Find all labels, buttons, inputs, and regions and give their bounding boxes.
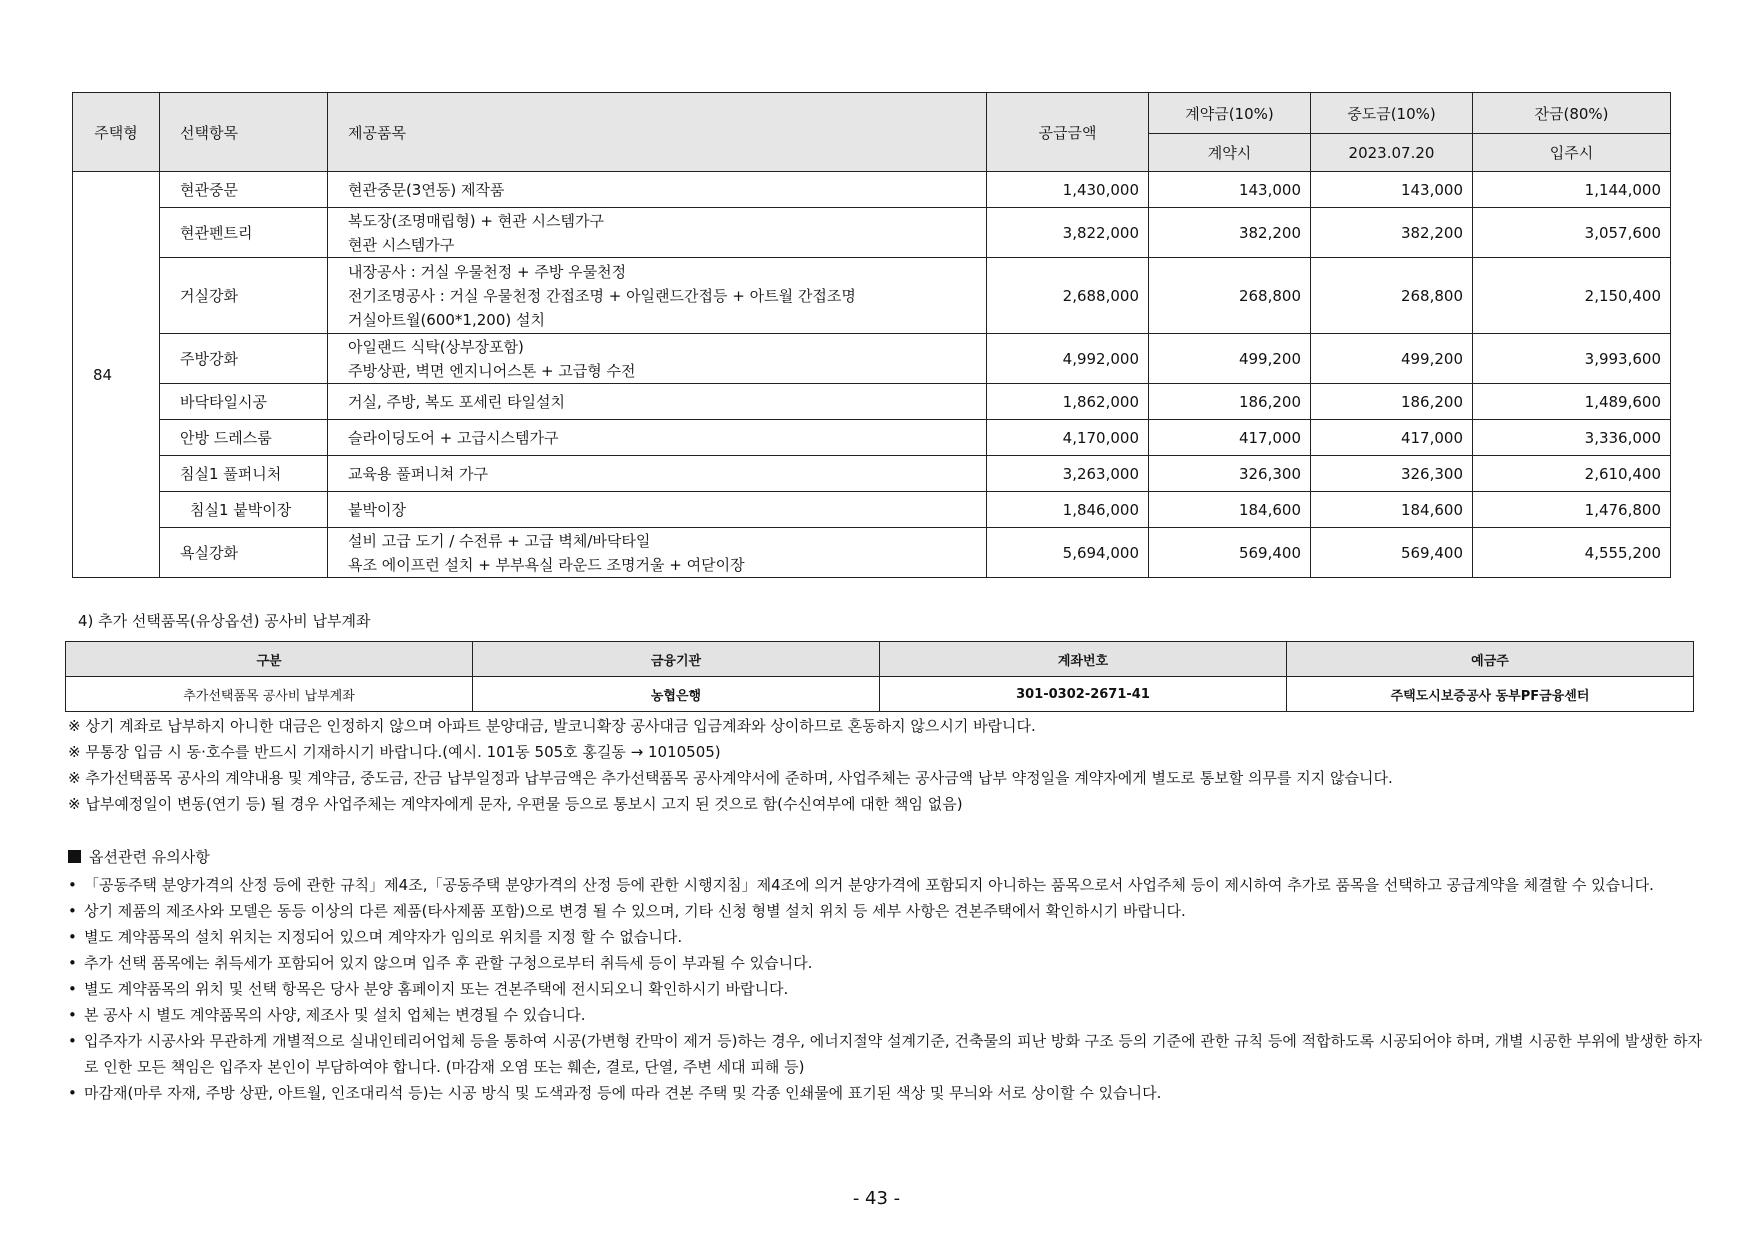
- deposit-amount: 184,600: [1149, 492, 1311, 528]
- option-name: 현관중문: [160, 172, 328, 208]
- header-supply-price: 공급금액: [987, 93, 1149, 172]
- middle-amount: 186,200: [1311, 384, 1473, 420]
- middle-amount: 569,400: [1311, 528, 1473, 578]
- option-desc: [328, 456, 987, 492]
- desc-line: 설비 고급 도기 / 수전류 + 고급 벽체/바닥타일: [348, 531, 651, 550]
- option-price-table: [72, 92, 1671, 578]
- supply-price: 4,992,000: [987, 334, 1149, 384]
- caution-heading: [68, 846, 210, 867]
- supply-price: 5,694,000: [987, 528, 1149, 578]
- balance-amount: 4,555,200: [1473, 528, 1671, 578]
- desc-line: 붙박이장: [348, 500, 406, 519]
- account-header-bank: 금융기관: [473, 642, 880, 677]
- header-middle: 중도금(10%): [1311, 93, 1473, 134]
- list-item: • 본 공사 시 별도 계약품목의 사양, 제조사 및 설치 업체는 변경될 수 있습니다.: [68, 1002, 1713, 1028]
- account-header-holder: 예금주: [1287, 642, 1694, 677]
- deposit-amount: 569,400: [1149, 528, 1311, 578]
- middle-amount: 326,300: [1311, 456, 1473, 492]
- option-name: 침실1 풀퍼니처: [160, 456, 328, 492]
- option-name: 바닥타일시공: [160, 384, 328, 420]
- supply-price: 3,263,000: [987, 456, 1149, 492]
- table-row: [73, 334, 1671, 384]
- deposit-amount: 143,000: [1149, 172, 1311, 208]
- table-row: [73, 492, 1671, 528]
- house-type-cell: 84: [73, 172, 160, 578]
- payment-notes: [68, 713, 1393, 817]
- desc-line: 슬라이딩도어 + 고급시스템가구: [348, 428, 559, 447]
- table-row: [73, 528, 1671, 578]
- desc-line: 현관 시스템가구: [348, 235, 455, 254]
- header-balance: 잔금(80%): [1473, 93, 1671, 134]
- option-desc: [328, 420, 987, 456]
- supply-price: 4,170,000: [987, 420, 1149, 456]
- list-item: • 마감재(마루 자재, 주방 상판, 아트월, 인조대리석 등)는 시공 방식 및 도색과정 등에 따라 견본 주택 및 각종 인쇄물에 표기된 색상 및 무늬와 서로 상이할 수 있습니다.: [68, 1080, 1713, 1106]
- note-line: ※ 무통장 입금 시 동·호수를 반드시 기재하시기 바랍니다.(예시. 101동 505호 홍길동 → 1010505): [68, 743, 721, 761]
- account-number: 301-0302-2671-41: [880, 677, 1287, 712]
- list-item: • 별도 계약품목의 위치 및 선택 항목은 당사 분양 홈페이지 또는 견본주택에 전시되오니 확인하시기 바랍니다.: [68, 976, 1713, 1002]
- section-title: 4) 추가 선택품목(유상옵션) 공사비 납부계좌: [78, 612, 371, 630]
- account-bank: 농협은행: [473, 677, 880, 712]
- header-balance-when: 입주시: [1473, 134, 1671, 172]
- header-option: 선택항목: [160, 93, 328, 172]
- supply-price: 2,688,000: [987, 258, 1149, 334]
- header-middle-when: 2023.07.20: [1311, 134, 1473, 172]
- option-name: 욕실강화: [160, 528, 328, 578]
- option-name: 안방 드레스룸: [160, 420, 328, 456]
- desc-line: 현관중문(3연동) 제작품: [348, 180, 505, 199]
- option-name: 현관펜트리: [160, 208, 328, 258]
- list-item: • 입주자가 시공사와 무관하게 개별적으로 실내인테리어업체 등을 통하여 시공(가변형 칸막이 제거 등)하는 경우, 에너지절약 설계기준, 건축물의 피난 방화 구조 등의 기준에 관한 규칙 등에 적합하도록 시공되어야 하며, 개별 시공한 부위에 발생한 하자로 인한 모든 책임은 입주자 본인이 부담하여야 합니다. (마감재 오염 또는 훼손, 결로, 단열, 주변 세대 피해 등): [68, 1028, 1713, 1080]
- balance-amount: 3,057,600: [1473, 208, 1671, 258]
- middle-amount: 499,200: [1311, 334, 1473, 384]
- balance-amount: 3,993,600: [1473, 334, 1671, 384]
- deposit-amount: 268,800: [1149, 258, 1311, 334]
- account-holder: 주택도시보증공사 동부PF금융센터: [1287, 677, 1694, 712]
- middle-amount: 382,200: [1311, 208, 1473, 258]
- list-item: • 상기 제품의 제조사와 모델은 동등 이상의 다른 제품(타사제품 포함)으로 변경 될 수 있으며, 기타 신청 형별 설치 위치 등 세부 사항은 견본주택에서 확인하시기 바랍니다.: [68, 898, 1713, 924]
- balance-amount: 1,489,600: [1473, 384, 1671, 420]
- list-item: • 추가 선택 품목에는 취득세가 포함되어 있지 않으며 입주 후 관할 구청으로부터 취득세 등이 부과될 수 있습니다.: [68, 950, 1713, 976]
- table-row: [73, 208, 1671, 258]
- supply-price: 1,846,000: [987, 492, 1149, 528]
- balance-amount: 1,144,000: [1473, 172, 1671, 208]
- caution-heading-text: 옵션관련 유의사항: [89, 848, 210, 866]
- table-row: [66, 677, 1694, 712]
- table-row: [73, 258, 1671, 334]
- square-bullet-icon: [68, 850, 81, 863]
- header-items: 제공품목: [328, 93, 987, 172]
- middle-amount: 268,800: [1311, 258, 1473, 334]
- desc-line: 욕조 에이프런 설치 + 부부욕실 라운드 조명거울 + 여닫이장: [348, 555, 745, 574]
- balance-amount: 1,476,800: [1473, 492, 1671, 528]
- option-desc: [328, 528, 987, 578]
- desc-line: 거실, 주방, 복도 포세린 타일설치: [348, 392, 565, 411]
- header-deposit-when: 계약시: [1149, 134, 1311, 172]
- desc-line: 전기조명공사 : 거실 우물천정 간접조명 + 아일랜드간접등 + 아트월 간접조명: [348, 286, 856, 305]
- desc-line: 교육용 풀퍼니쳐 가구: [348, 464, 488, 483]
- deposit-amount: 186,200: [1149, 384, 1311, 420]
- middle-amount: 417,000: [1311, 420, 1473, 456]
- option-desc: [328, 172, 987, 208]
- deposit-amount: 326,300: [1149, 456, 1311, 492]
- deposit-amount: 499,200: [1149, 334, 1311, 384]
- payment-account-table: [65, 641, 1694, 712]
- balance-amount: 3,336,000: [1473, 420, 1671, 456]
- table-row: [73, 172, 1671, 208]
- option-name: 주방강화: [160, 334, 328, 384]
- list-item: • 「공동주택 분양가격의 산정 등에 관한 규칙」제4조,「공동주택 분양가격의 산정 등에 관한 시행지침」제4조에 의거 분양가격에 포함되지 아니하는 품목으로서 사업주체 등이 제시하여 추가로 품목을 선택하고 공급계약을 체결할 수 있습니다.: [68, 872, 1713, 898]
- desc-line: 거실아트월(600*1,200) 설치: [348, 310, 545, 329]
- balance-amount: 2,610,400: [1473, 456, 1671, 492]
- supply-price: 1,862,000: [987, 384, 1149, 420]
- note-line: ※ 상기 계좌로 납부하지 아니한 대금은 인정하지 않으며 아파트 분양대금, 발코니확장 공사대금 입금계좌와 상이하므로 혼동하지 않으시기 바랍니다.: [68, 717, 1036, 735]
- middle-amount: 143,000: [1311, 172, 1473, 208]
- table-row: [73, 456, 1671, 492]
- desc-line: 주방상판, 벽면 엔지니어스톤 + 고급형 수전: [348, 361, 636, 380]
- option-name: 침실1 붙박이장: [160, 492, 328, 528]
- option-desc: [328, 492, 987, 528]
- note-line: ※ 추가선택품목 공사의 계약내용 및 계약금, 중도금, 잔금 납부일정과 납부금액은 추가선택품목 공사계약서에 준하며, 사업주체는 공사금액 납부 약정일을 계약자에게 별도로 통보할 의무를 지지 않습니다.: [68, 769, 1393, 787]
- list-item: • 별도 계약품목의 설치 위치는 지정되어 있으며 계약자가 임의로 위치를 지정 할 수 없습니다.: [68, 924, 1713, 950]
- desc-line: 아일랜드 식탁(상부장포함): [348, 337, 524, 356]
- option-desc: [328, 334, 987, 384]
- option-desc: [328, 384, 987, 420]
- page-number: - 43 -: [852, 1188, 901, 1209]
- account-header-category: 구분: [66, 642, 473, 677]
- supply-price: 1,430,000: [987, 172, 1149, 208]
- note-line: ※ 납부예정일이 변동(연기 등) 될 경우 사업주체는 계약자에게 문자, 우편물 등으로 통보시 고지 된 것으로 함(수신여부에 대한 책임 없음): [68, 795, 963, 813]
- header-deposit: 계약금(10%): [1149, 93, 1311, 134]
- balance-amount: 2,150,400: [1473, 258, 1671, 334]
- supply-price: 3,822,000: [987, 208, 1149, 258]
- desc-line: 복도장(조명매립형) + 현관 시스템가구: [348, 211, 604, 230]
- caution-list: [68, 872, 1713, 1106]
- table-row: [73, 420, 1671, 456]
- desc-line: 내장공사 : 거실 우물천정 + 주방 우물천정: [348, 262, 627, 281]
- middle-amount: 184,600: [1311, 492, 1473, 528]
- header-house-type: 주택형: [73, 93, 160, 172]
- option-desc: [328, 208, 987, 258]
- table-row: [73, 384, 1671, 420]
- deposit-amount: 417,000: [1149, 420, 1311, 456]
- account-header-number: 계좌번호: [880, 642, 1287, 677]
- option-name: 거실강화: [160, 258, 328, 334]
- option-desc: [328, 258, 987, 334]
- account-category: 추가선택품목 공사비 납부계좌: [66, 677, 473, 712]
- deposit-amount: 382,200: [1149, 208, 1311, 258]
